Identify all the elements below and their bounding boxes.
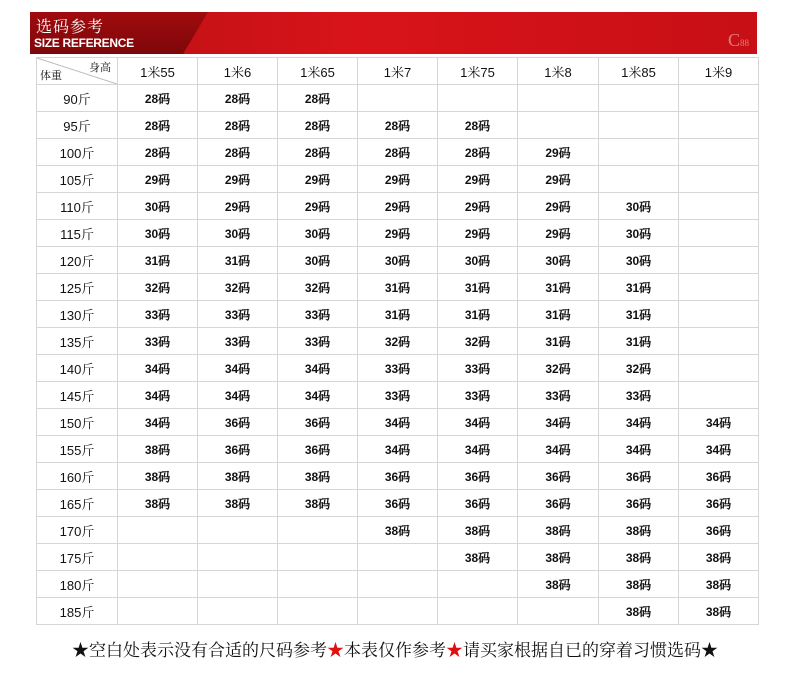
size-cell: 33码 bbox=[358, 382, 438, 409]
size-cell: 36码 bbox=[438, 490, 518, 517]
size-cell: 29码 bbox=[278, 166, 358, 193]
size-cell: 28码 bbox=[438, 112, 518, 139]
table-row bbox=[37, 328, 759, 355]
corner-cell bbox=[37, 58, 118, 85]
size-cell: 31码 bbox=[599, 274, 679, 301]
weight-cell: 120斤 bbox=[37, 247, 118, 274]
size-cell: 38码 bbox=[679, 544, 759, 571]
size-cell: 30码 bbox=[118, 220, 198, 247]
size-cell: 31码 bbox=[438, 274, 518, 301]
weight-cell: 180斤 bbox=[37, 571, 118, 598]
size-cell: 29码 bbox=[438, 193, 518, 220]
size-cell: 36码 bbox=[599, 490, 679, 517]
size-cell: 38码 bbox=[599, 598, 679, 625]
size-cell: 34码 bbox=[118, 409, 198, 436]
size-cell: 38码 bbox=[118, 490, 198, 517]
size-cell: 34码 bbox=[278, 355, 358, 382]
size-cell: 30码 bbox=[518, 247, 599, 274]
size-cell: 29码 bbox=[278, 193, 358, 220]
size-cell bbox=[679, 193, 759, 220]
size-cell bbox=[679, 382, 759, 409]
size-cell: 38码 bbox=[278, 463, 358, 490]
weight-cell: 175斤 bbox=[37, 544, 118, 571]
size-cell: 28码 bbox=[198, 85, 278, 112]
size-cell bbox=[278, 571, 358, 598]
size-cell: 33码 bbox=[278, 301, 358, 328]
weight-cell: 145斤 bbox=[37, 382, 118, 409]
weight-cell: 135斤 bbox=[37, 328, 118, 355]
size-cell: 31码 bbox=[358, 274, 438, 301]
size-cell bbox=[599, 139, 679, 166]
brand-logo: C88 bbox=[727, 30, 749, 50]
size-cell: 28码 bbox=[118, 112, 198, 139]
size-cell: 38码 bbox=[518, 571, 599, 598]
size-cell bbox=[599, 166, 679, 193]
footer-note-segment: 请买家根据自已的穿着习惯选码 bbox=[463, 641, 701, 661]
size-cell: 31码 bbox=[518, 274, 599, 301]
size-cell: 36码 bbox=[679, 490, 759, 517]
header-banner bbox=[30, 12, 757, 54]
size-cell: 36码 bbox=[679, 517, 759, 544]
size-cell: 34码 bbox=[679, 409, 759, 436]
size-cell: 34码 bbox=[438, 436, 518, 463]
size-cell: 38码 bbox=[518, 544, 599, 571]
size-cell: 34码 bbox=[358, 436, 438, 463]
weight-cell: 150斤 bbox=[37, 409, 118, 436]
size-cell: 34码 bbox=[278, 382, 358, 409]
table-row bbox=[37, 517, 759, 544]
table-row bbox=[37, 544, 759, 571]
size-cell: 33码 bbox=[278, 328, 358, 355]
size-cell: 33码 bbox=[438, 382, 518, 409]
table-row bbox=[37, 139, 759, 166]
size-cell: 34码 bbox=[358, 409, 438, 436]
size-cell: 34码 bbox=[118, 382, 198, 409]
weight-cell: 130斤 bbox=[37, 301, 118, 328]
weight-cell: 125斤 bbox=[37, 274, 118, 301]
size-cell: 31码 bbox=[599, 301, 679, 328]
size-cell: 31码 bbox=[438, 301, 518, 328]
size-cell: 36码 bbox=[278, 436, 358, 463]
height-column-header: 1米9 bbox=[679, 58, 759, 85]
size-cell bbox=[358, 571, 438, 598]
size-cell: 33码 bbox=[518, 382, 599, 409]
size-cell: 29码 bbox=[358, 193, 438, 220]
size-cell bbox=[679, 85, 759, 112]
size-cell: 38码 bbox=[599, 544, 679, 571]
size-cell bbox=[679, 301, 759, 328]
banner-title-cn: 选码参考 bbox=[36, 17, 105, 36]
weight-cell: 165斤 bbox=[37, 490, 118, 517]
size-cell bbox=[358, 85, 438, 112]
table-row bbox=[37, 166, 759, 193]
size-cell: 31码 bbox=[358, 301, 438, 328]
size-cell: 29码 bbox=[518, 166, 599, 193]
banner-title-en: SIZE REFERENCE bbox=[34, 36, 134, 50]
size-cell bbox=[679, 166, 759, 193]
star-icon: ★ bbox=[446, 641, 463, 661]
size-cell: 30码 bbox=[599, 247, 679, 274]
size-cell: 34码 bbox=[118, 355, 198, 382]
size-cell bbox=[198, 517, 278, 544]
size-cell bbox=[599, 85, 679, 112]
size-cell bbox=[679, 328, 759, 355]
size-cell: 31码 bbox=[118, 247, 198, 274]
height-column-header: 1米75 bbox=[438, 58, 518, 85]
size-cell: 32码 bbox=[599, 355, 679, 382]
weight-cell: 185斤 bbox=[37, 598, 118, 625]
size-cell: 36码 bbox=[278, 409, 358, 436]
size-cell: 34码 bbox=[198, 355, 278, 382]
table-row bbox=[37, 463, 759, 490]
table-row bbox=[37, 382, 759, 409]
size-cell: 34码 bbox=[198, 382, 278, 409]
height-column-header: 1米6 bbox=[198, 58, 278, 85]
size-cell: 33码 bbox=[438, 355, 518, 382]
size-cell: 29码 bbox=[438, 220, 518, 247]
size-cell: 38码 bbox=[438, 544, 518, 571]
size-cell: 28码 bbox=[278, 139, 358, 166]
star-icon: ★ bbox=[72, 641, 89, 661]
size-cell: 32码 bbox=[438, 328, 518, 355]
table-row bbox=[37, 355, 759, 382]
size-cell: 33码 bbox=[118, 301, 198, 328]
table-row bbox=[37, 436, 759, 463]
size-cell: 31码 bbox=[599, 328, 679, 355]
size-cell: 28码 bbox=[278, 112, 358, 139]
size-cell bbox=[278, 517, 358, 544]
size-cell bbox=[518, 598, 599, 625]
size-cell: 38码 bbox=[438, 517, 518, 544]
weight-cell: 115斤 bbox=[37, 220, 118, 247]
size-cell: 33码 bbox=[198, 328, 278, 355]
size-cell: 29码 bbox=[118, 166, 198, 193]
weight-cell: 105斤 bbox=[37, 166, 118, 193]
size-cell: 38码 bbox=[679, 598, 759, 625]
size-cell: 28码 bbox=[198, 139, 278, 166]
weight-axis-label: 体重 bbox=[40, 69, 62, 82]
footer-note-segment: 本表仅作参考 bbox=[344, 641, 446, 661]
star-icon: ★ bbox=[701, 641, 718, 661]
footer-note bbox=[0, 636, 790, 661]
size-cell: 30码 bbox=[438, 247, 518, 274]
table-row bbox=[37, 112, 759, 139]
size-cell: 29码 bbox=[358, 220, 438, 247]
size-cell: 31码 bbox=[518, 301, 599, 328]
table-row bbox=[37, 193, 759, 220]
size-cell: 38码 bbox=[198, 463, 278, 490]
size-cell: 33码 bbox=[118, 328, 198, 355]
size-cell: 31码 bbox=[198, 247, 278, 274]
size-cell: 34码 bbox=[438, 409, 518, 436]
size-cell bbox=[599, 112, 679, 139]
size-cell: 38码 bbox=[358, 517, 438, 544]
size-cell: 34码 bbox=[599, 436, 679, 463]
table-row bbox=[37, 85, 759, 112]
size-cell: 38码 bbox=[679, 571, 759, 598]
size-cell: 28码 bbox=[198, 112, 278, 139]
size-cell: 36码 bbox=[198, 436, 278, 463]
size-cell: 32码 bbox=[198, 274, 278, 301]
weight-cell: 155斤 bbox=[37, 436, 118, 463]
size-cell: 36码 bbox=[198, 409, 278, 436]
size-cell bbox=[679, 220, 759, 247]
size-cell: 30码 bbox=[599, 220, 679, 247]
size-cell bbox=[118, 598, 198, 625]
weight-cell: 95斤 bbox=[37, 112, 118, 139]
size-cell: 34码 bbox=[518, 436, 599, 463]
size-cell bbox=[438, 598, 518, 625]
size-cell: 29码 bbox=[198, 193, 278, 220]
size-cell: 32码 bbox=[278, 274, 358, 301]
size-cell: 38码 bbox=[599, 571, 679, 598]
size-cell: 33码 bbox=[599, 382, 679, 409]
height-axis-label: 身高 bbox=[89, 61, 111, 74]
size-cell bbox=[198, 544, 278, 571]
size-cell: 28码 bbox=[278, 85, 358, 112]
weight-cell: 90斤 bbox=[37, 85, 118, 112]
size-cell: 30码 bbox=[358, 247, 438, 274]
size-cell: 32码 bbox=[518, 355, 599, 382]
size-cell bbox=[118, 544, 198, 571]
size-cell: 30码 bbox=[278, 220, 358, 247]
size-cell bbox=[679, 355, 759, 382]
size-cell: 33码 bbox=[358, 355, 438, 382]
size-cell: 28码 bbox=[358, 112, 438, 139]
size-cell bbox=[518, 112, 599, 139]
size-cell: 28码 bbox=[358, 139, 438, 166]
size-cell: 36码 bbox=[358, 463, 438, 490]
table-row bbox=[37, 247, 759, 274]
header-row bbox=[37, 58, 759, 85]
table-row bbox=[37, 301, 759, 328]
size-cell: 36码 bbox=[518, 490, 599, 517]
table-row bbox=[37, 571, 759, 598]
size-cell: 30码 bbox=[198, 220, 278, 247]
table-row bbox=[37, 220, 759, 247]
size-cell: 38码 bbox=[599, 517, 679, 544]
size-cell: 33码 bbox=[198, 301, 278, 328]
size-cell bbox=[118, 517, 198, 544]
footer-note-segment: 空白处表示没有合适的尺码参考 bbox=[89, 641, 327, 661]
size-cell: 28码 bbox=[118, 139, 198, 166]
size-cell bbox=[198, 598, 278, 625]
size-cell: 29码 bbox=[198, 166, 278, 193]
weight-cell: 100斤 bbox=[37, 139, 118, 166]
size-cell: 38码 bbox=[278, 490, 358, 517]
size-cell bbox=[358, 544, 438, 571]
height-column-header: 1米8 bbox=[518, 58, 599, 85]
size-cell: 36码 bbox=[358, 490, 438, 517]
size-cell bbox=[679, 112, 759, 139]
size-cell bbox=[438, 571, 518, 598]
size-cell: 32码 bbox=[358, 328, 438, 355]
size-cell: 36码 bbox=[599, 463, 679, 490]
height-column-header: 1米65 bbox=[278, 58, 358, 85]
size-cell: 38码 bbox=[118, 463, 198, 490]
size-cell: 34码 bbox=[679, 436, 759, 463]
table-row bbox=[37, 274, 759, 301]
size-cell: 34码 bbox=[599, 409, 679, 436]
size-cell bbox=[198, 571, 278, 598]
size-cell: 38码 bbox=[518, 517, 599, 544]
size-cell bbox=[518, 85, 599, 112]
height-column-header: 1米7 bbox=[358, 58, 438, 85]
size-cell: 30码 bbox=[599, 193, 679, 220]
size-cell bbox=[118, 571, 198, 598]
size-cell: 36码 bbox=[518, 463, 599, 490]
size-cell: 38码 bbox=[118, 436, 198, 463]
size-cell bbox=[438, 85, 518, 112]
table-row bbox=[37, 490, 759, 517]
size-cell: 28码 bbox=[118, 85, 198, 112]
size-cell: 36码 bbox=[679, 463, 759, 490]
size-cell: 34码 bbox=[518, 409, 599, 436]
table-row bbox=[37, 598, 759, 625]
size-cell: 29码 bbox=[518, 220, 599, 247]
size-cell: 29码 bbox=[518, 139, 599, 166]
size-reference-table bbox=[36, 57, 759, 625]
height-column-header: 1米85 bbox=[599, 58, 679, 85]
size-cell: 31码 bbox=[518, 328, 599, 355]
weight-cell: 140斤 bbox=[37, 355, 118, 382]
weight-cell: 110斤 bbox=[37, 193, 118, 220]
size-cell: 29码 bbox=[518, 193, 599, 220]
height-column-header: 1米55 bbox=[118, 58, 198, 85]
size-cell bbox=[278, 544, 358, 571]
size-cell: 30码 bbox=[278, 247, 358, 274]
weight-cell: 160斤 bbox=[37, 463, 118, 490]
size-cell: 29码 bbox=[358, 166, 438, 193]
size-cell: 28码 bbox=[438, 139, 518, 166]
size-cell bbox=[679, 247, 759, 274]
weight-cell: 170斤 bbox=[37, 517, 118, 544]
size-cell: 30码 bbox=[118, 193, 198, 220]
size-cell: 36码 bbox=[438, 463, 518, 490]
size-cell bbox=[278, 598, 358, 625]
size-cell bbox=[679, 274, 759, 301]
size-cell: 29码 bbox=[438, 166, 518, 193]
size-cell: 32码 bbox=[118, 274, 198, 301]
size-cell: 38码 bbox=[198, 490, 278, 517]
size-cell bbox=[679, 139, 759, 166]
star-icon: ★ bbox=[327, 641, 344, 661]
size-cell bbox=[358, 598, 438, 625]
table-row bbox=[37, 409, 759, 436]
